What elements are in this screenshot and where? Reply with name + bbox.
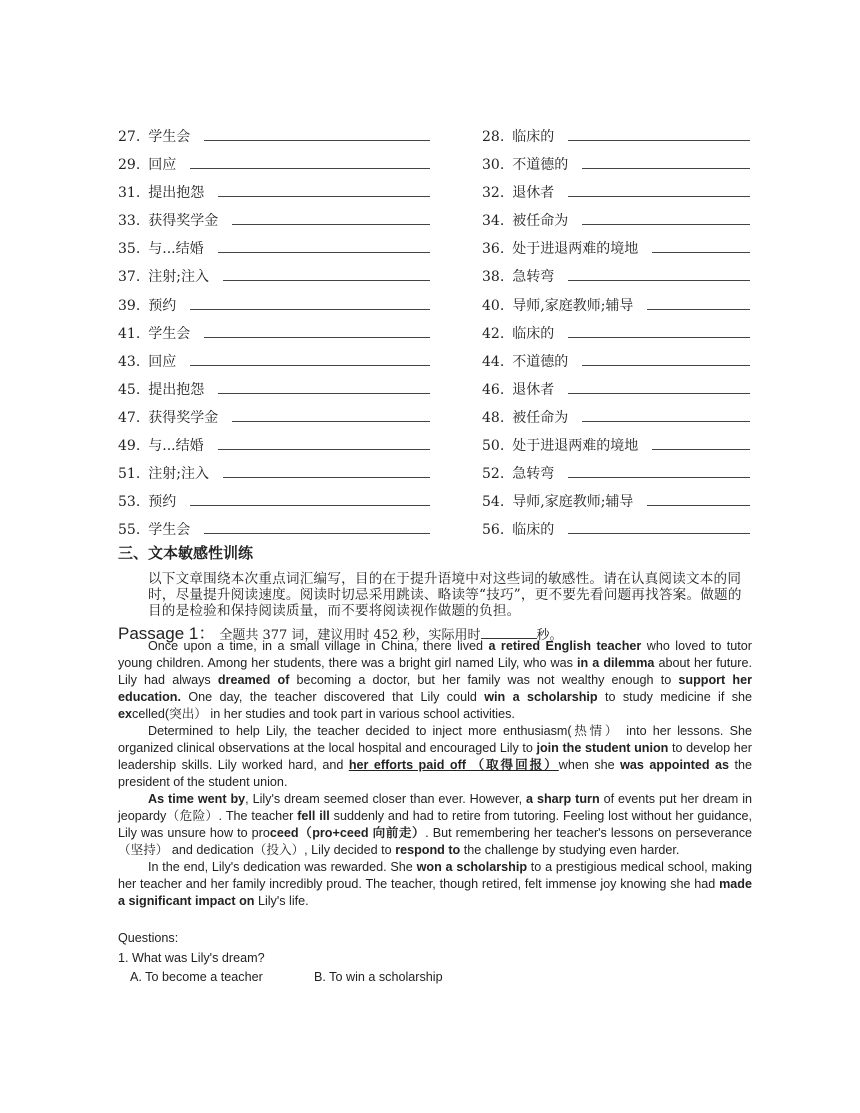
vocab-item: [482, 295, 750, 316]
vocab-item: [118, 463, 430, 484]
text: celled(突出） in her studies and took part in various school activities.: [132, 707, 515, 721]
passage-stats: 全题共 377 词，建议用时 452 秒，实际用时: [219, 628, 481, 643]
answer-blank[interactable]: [568, 519, 750, 534]
text: In the end, Lily's dedication was rewarded. She: [148, 860, 417, 874]
key-phrase: ex: [118, 707, 133, 721]
vocab-word: 导师,家庭教师;辅导: [512, 494, 634, 511]
answer-blank[interactable]: [568, 463, 750, 478]
answer-blank[interactable]: [190, 154, 430, 169]
vocab-word: 导师,家庭教师;辅导: [512, 297, 634, 314]
vocab-row: [118, 182, 758, 210]
intro-text: 以下文章围绕本次重点词汇编写，目的在于提升语境中对这些词的敏感性。请在认真阅读文本的同时，尽量提升阅读速度。阅读时切忌采用跳读、略读等“技巧”，更不要先看问题再找答案。做题的目的是检验和保持阅读质量，而不要将阅读视作做题的负担。: [148, 571, 742, 619]
vocab-word: 获得奖学金: [148, 409, 219, 426]
answer-blank[interactable]: [232, 210, 430, 225]
vocab-item: [482, 238, 750, 259]
vocab-item: [482, 323, 750, 344]
passage-unit: 秒。: [536, 628, 563, 643]
passage-label: Passage 1：: [118, 624, 216, 643]
vocab-word: 退休者: [512, 381, 555, 398]
answer-blank[interactable]: [218, 379, 430, 394]
option-b[interactable]: B. To win a scholarship: [314, 970, 443, 984]
vocab-item: [482, 519, 750, 540]
key-phrase: respond to: [395, 843, 461, 857]
answer-blank[interactable]: [652, 238, 750, 253]
vocab-word: 被任命为: [512, 213, 569, 230]
article: [118, 638, 752, 910]
vocab-word: 临床的: [512, 325, 555, 342]
key-phrase: win a scholarship: [484, 690, 598, 704]
answer-blank[interactable]: [582, 407, 750, 422]
vocab-row: [118, 295, 758, 323]
vocab-item: [118, 491, 430, 512]
vocab-number: 35.: [118, 241, 141, 258]
vocab-item: [482, 210, 750, 231]
paragraph-4: [118, 859, 752, 910]
text: Lily's life.: [254, 894, 309, 908]
vocab-word: 预约: [148, 494, 177, 511]
vocab-number: 29.: [118, 157, 141, 174]
key-phrase: join the student union: [536, 741, 669, 755]
vocab-item: [118, 126, 430, 147]
vocab-number: 31.: [118, 185, 141, 202]
key-phrase: a sharp turn: [526, 792, 600, 806]
text: . But remembering her teacher's lessons on perseverance（坚持） and dedication（投入）, Lily decided to: [118, 826, 752, 857]
vocab-row: [118, 323, 758, 351]
vocab-number: 28.: [482, 129, 505, 145]
vocab-number: 34.: [482, 213, 505, 230]
answer-blank[interactable]: [568, 379, 750, 394]
vocab-item: [118, 266, 430, 287]
vocab-item: [482, 182, 750, 203]
vocab-number: 40.: [482, 297, 505, 314]
vocab-number: 55.: [118, 522, 141, 539]
vocab-item: [482, 351, 750, 372]
answer-blank[interactable]: [568, 126, 750, 141]
answer-blank[interactable]: [582, 351, 750, 366]
vocab-item: [118, 295, 430, 316]
vocab-word: 急转弯: [512, 466, 555, 483]
key-phrase: support her education.: [118, 673, 752, 704]
key-phrase: ceed（pro+ceed 向前走）: [269, 826, 426, 840]
vocab-number: 52.: [482, 466, 505, 483]
vocab-word: 回应: [148, 353, 177, 370]
text: about her future. Lily had always: [118, 656, 752, 687]
vocab-item: [118, 379, 430, 400]
vocab-number: 37.: [118, 269, 141, 286]
vocab-number: 48.: [482, 409, 505, 426]
answer-blank[interactable]: [218, 238, 430, 253]
answer-blank[interactable]: [647, 491, 750, 506]
answer-blank[interactable]: [232, 407, 430, 422]
vocab-number: 49.: [118, 438, 141, 455]
vocab-word: 注射;注入: [148, 269, 209, 286]
vocab-item: [482, 407, 750, 428]
vocab-row: [118, 351, 758, 379]
vocab-number: 51.: [118, 466, 141, 483]
vocab-word: 获得奖学金: [148, 213, 219, 230]
vocab-item: [118, 238, 430, 259]
vocab-item: [482, 266, 750, 287]
paragraph-1: [118, 638, 752, 723]
vocab-word: 退休者: [512, 185, 555, 202]
text: Once upon a time, in a small village in China, there lived: [148, 639, 489, 653]
key-phrase: As time went by: [148, 792, 246, 806]
section-title: 三、文本敏感性训练: [118, 544, 254, 562]
key-phrase: dreamed of: [217, 673, 290, 687]
vocab-row: [118, 463, 758, 491]
vocab-row: [118, 266, 758, 294]
vocab-word: 学生会: [148, 129, 191, 145]
vocab-item: [118, 323, 430, 344]
vocab-row: [118, 491, 758, 519]
text: Determined to help Lily, the teacher decided to inject more enthusiasm(热情） into her lessons. She organized clinical observations at the local hospital and encouraged Lily to: [118, 724, 752, 755]
vocab-item: [118, 154, 430, 175]
vocab-word: 临床的: [512, 129, 555, 145]
question-1: 1. What was Lily's dream?: [118, 950, 265, 965]
answer-blank[interactable]: [582, 154, 750, 169]
key-phrase: fell ill: [297, 809, 330, 823]
key-phrase: a retired English teacher: [488, 639, 642, 653]
answer-blank[interactable]: [223, 266, 430, 281]
vocab-word: 与...结婚: [148, 241, 204, 258]
vocab-word: 不道德的: [512, 157, 569, 174]
paragraph-3: [118, 791, 752, 859]
vocab-word: 与...结婚: [148, 438, 204, 455]
vocab-word: 预约: [148, 297, 177, 314]
vocab-number: 39.: [118, 297, 141, 314]
vocab-number: 53.: [118, 494, 141, 511]
vocab-number: 36.: [482, 241, 505, 258]
key-phrase: was appointed as: [620, 758, 730, 772]
answer-blank[interactable]: [647, 295, 750, 310]
text: who loved to tutor young children. Among her students, there was a bright girl named Lily, who was: [118, 639, 752, 670]
text: the president of the student union.: [118, 758, 752, 789]
text: One day, the teacher discovered that Lily could: [180, 690, 485, 704]
vocab-word: 提出抱怨: [148, 381, 205, 398]
vocab-number: 47.: [118, 409, 141, 426]
vocab-word: 处于进退两难的境地: [512, 241, 639, 258]
text: to a prestigious medical school, making her teacher and her family incredibly proud. The teacher, though retired, felt immense joy knowing she had: [118, 860, 752, 891]
vocab-row: [118, 154, 758, 182]
vocab-item: [118, 351, 430, 372]
key-phrase-underlined: her efforts paid off （取得回报）: [348, 758, 559, 772]
vocab-item: [482, 463, 750, 484]
vocab-number: 32.: [482, 185, 505, 202]
option-a[interactable]: A. To become a teacher: [130, 970, 263, 984]
vocab-number: 43.: [118, 353, 141, 370]
answer-blank[interactable]: [218, 182, 430, 197]
vocab-number: 27.: [118, 129, 141, 145]
vocab-row: [118, 435, 758, 463]
text: the challenge by studying even harder.: [460, 843, 680, 857]
vocab-word: 注射;注入: [148, 466, 209, 483]
text: to study medicine if she: [597, 690, 752, 704]
questions: [118, 929, 443, 988]
answer-blank[interactable]: [204, 519, 430, 534]
answer-blank[interactable]: [652, 435, 750, 450]
vocab-item: [118, 435, 430, 456]
vocab-number: 44.: [482, 353, 505, 370]
answer-blank[interactable]: [568, 182, 750, 197]
text: to develop her leadership skills. Lily worked hard, and: [118, 741, 752, 772]
vocab-number: 50.: [482, 438, 505, 455]
vocab-number: 38.: [482, 269, 505, 286]
text: becoming a doctor, but her family was not wealthy enough to: [289, 673, 679, 687]
vocab-word: 学生会: [148, 325, 191, 342]
vocab-item: [118, 210, 430, 231]
answer-blank[interactable]: [190, 351, 430, 366]
vocab-word: 不道德的: [512, 353, 569, 370]
vocab-list: [118, 126, 758, 547]
answer-blank[interactable]: [204, 323, 430, 338]
answer-blank[interactable]: [223, 463, 430, 478]
text: when she: [558, 758, 621, 772]
vocab-row: [118, 126, 758, 154]
vocab-word: 回应: [148, 157, 177, 174]
vocab-item: [118, 407, 430, 428]
vocab-number: 54.: [482, 494, 505, 511]
vocab-word: 处于进退两难的境地: [512, 438, 639, 455]
vocab-number: 46.: [482, 381, 505, 398]
vocab-item: [482, 435, 750, 456]
key-phrase: won a scholarship: [416, 860, 528, 874]
vocab-number: 33.: [118, 213, 141, 230]
questions-label: Questions:: [118, 931, 179, 945]
vocab-row: [118, 379, 758, 407]
text: suddenly and had to retire from tutoring. Feeling lost without her guidance, Lily was unsure how to pro: [118, 809, 753, 840]
vocab-row: [118, 238, 758, 266]
answer-blank[interactable]: [190, 491, 430, 506]
vocab-word: 学生会: [148, 522, 191, 539]
vocab-item: [118, 519, 430, 540]
vocab-number: 30.: [482, 157, 505, 174]
vocab-row: [118, 407, 758, 435]
answer-blank[interactable]: [204, 126, 430, 141]
vocab-item: [482, 491, 750, 512]
key-phrase: made a significant impact on: [118, 877, 752, 908]
vocab-item: [482, 379, 750, 400]
vocab-word: 提出抱怨: [148, 185, 205, 202]
question-1-options: [118, 968, 443, 988]
vocab-number: 56.: [482, 522, 505, 539]
answer-blank[interactable]: [190, 295, 430, 310]
key-phrase: in a dilemma: [577, 656, 655, 670]
vocab-number: 41.: [118, 325, 141, 342]
vocab-number: 45.: [118, 381, 141, 398]
paragraph-2: [118, 723, 752, 791]
answer-blank[interactable]: [218, 435, 430, 450]
vocab-word: 被任命为: [512, 409, 569, 426]
vocab-item: [482, 126, 750, 147]
answer-blank[interactable]: [568, 266, 750, 281]
text: of events put her dream in jeopardy（危险）. The teacher: [118, 792, 753, 823]
answer-blank[interactable]: [568, 323, 750, 338]
answer-blank[interactable]: [582, 210, 750, 225]
vocab-row: [118, 210, 758, 238]
vocab-item: [482, 154, 750, 175]
text: , Lily's dream seemed closer than ever. However,: [245, 792, 527, 806]
vocab-item: [118, 182, 430, 203]
vocab-word: 临床的: [512, 522, 555, 539]
vocab-word: 急转弯: [512, 269, 555, 286]
vocab-number: 42.: [482, 325, 505, 342]
